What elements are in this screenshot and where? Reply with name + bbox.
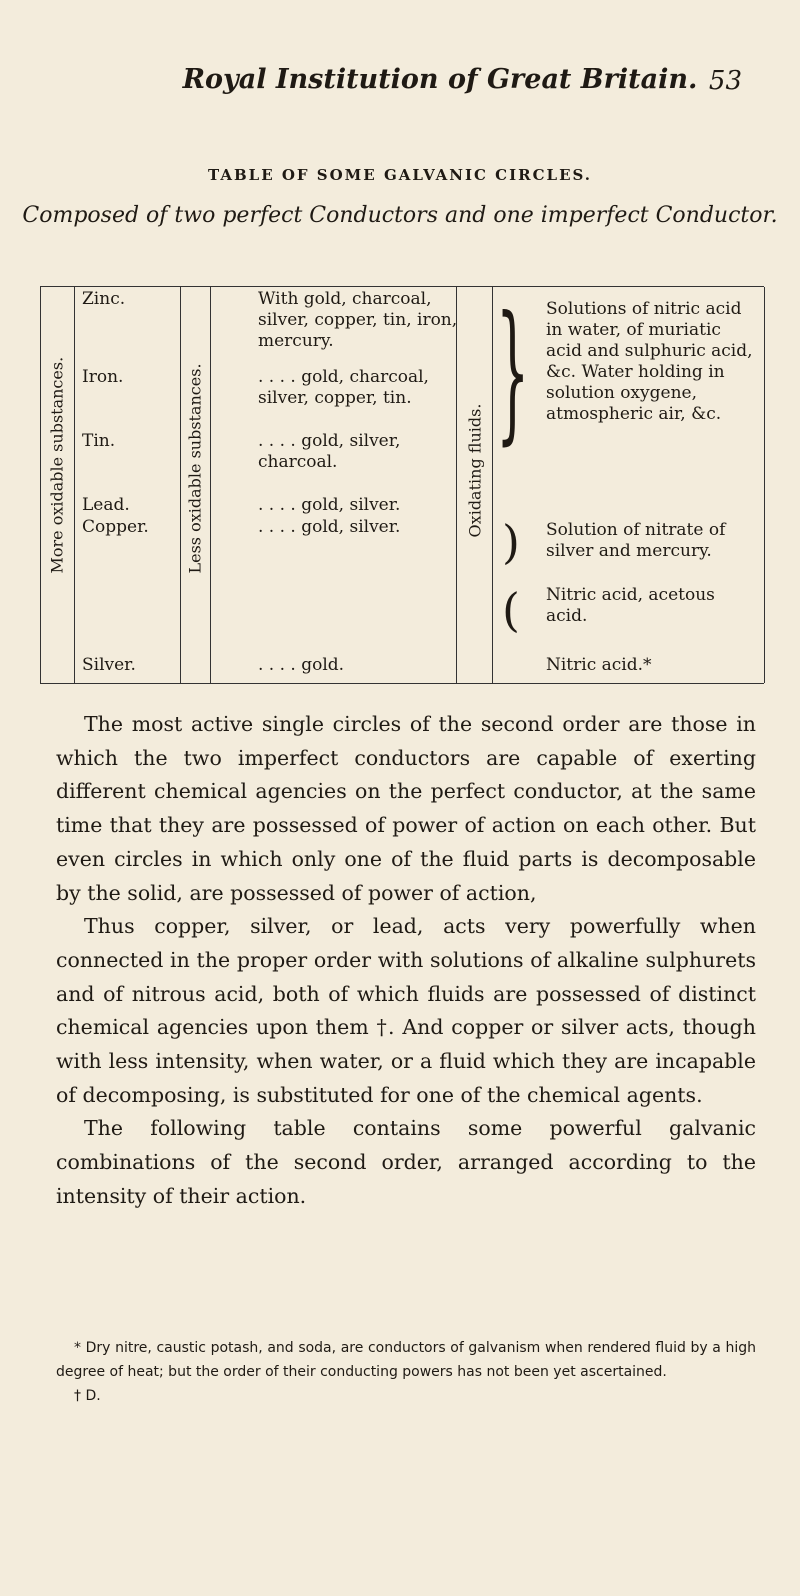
table-rule: [180, 287, 181, 683]
conductor-silver: . . . . gold.: [258, 655, 345, 675]
fluid-acid-solutions: Solutions of nitric acid in water, of muriatic acid and sulphuric acid, &c. Water holding in solution oxygene, atmospheric air, &c.: [546, 299, 753, 424]
metal-lead: Lead.: [82, 495, 130, 515]
metal-zinc: Zinc.: [82, 289, 126, 309]
footnote-star: * Dry nitre, caustic potash, and soda, are conductors of galvanism when rendered fluid by a high degree of heat; but the order of their conducting powers has not been yet ascertained.: [56, 1340, 756, 1380]
fluid-nitric-acid: Nitric acid.*: [546, 655, 652, 675]
brace-acids: }: [496, 285, 530, 459]
paragraph: The most active single circles of the second order are those in which the two imperfect conductors are capable of exerting different chemical agencies on the perfect conductor, at the same time that they are possessed of power of action on each other. But even circles in which only one of the fluid parts is decomposable by the solid, are possessed of power of action,: [56, 712, 756, 905]
metal-copper: Copper.: [82, 517, 149, 537]
page-number: 53: [708, 66, 742, 96]
conductor-zinc: With gold, charcoal, silver, copper, tin, iron, mercury.: [258, 289, 458, 351]
conductor-copper: . . . . gold, silver.: [258, 517, 401, 537]
metal-iron: Iron.: [82, 367, 124, 387]
paragraph: Thus copper, silver, or lead, acts very powerfully when connected in the proper order with solutions of alkaline sulphurets and of nitrous acid, both of which fluids are possessed of distinct chemical agencies upon them †. And copper or silver acts, though with less intensity, when water, or a fluid which they are incapable of decomposing, is substituted for one of the chemical agents.: [56, 914, 756, 1107]
body-text: [56, 708, 756, 1214]
column-heading-oxidating-fluids: Oxidating fluids.: [465, 403, 485, 538]
metal-tin: Tin.: [82, 431, 116, 451]
table-rule: [764, 287, 765, 683]
metal-silver: Silver.: [82, 655, 136, 675]
footnote-dagger: † D.: [74, 1388, 101, 1404]
running-head: Royal Institution of Great Britain.: [182, 64, 698, 95]
column-heading-less-oxidable: Less oxidable substances.: [185, 363, 205, 574]
table-rule: [74, 287, 75, 683]
table-subtitle: Composed of two perfect Conductors and one imperfect Conductor.: [22, 203, 778, 228]
paragraph: The following table contains some powerful galvanic combinations of the second order, arranged according to the intensity of their action.: [56, 1116, 756, 1208]
fluid-nitrate: Solution of nitrate of silver and mercury.: [546, 520, 726, 561]
table-rule: [40, 287, 41, 683]
conductor-iron: . . . . gold, charcoal, silver, copper, tin.: [258, 367, 429, 408]
conductor-lead: . . . . gold, silver.: [258, 495, 401, 515]
footnotes: [56, 1336, 756, 1408]
fluid-nitric-acetous: Nitric acid, acetous acid.: [546, 585, 715, 626]
galvanic-circles-table: [40, 286, 764, 684]
brace-nitrate: ): [502, 515, 520, 569]
column-heading-more-oxidable: More oxidable substances.: [47, 356, 67, 574]
brace-nitric: (: [502, 583, 520, 637]
table-title: TABLE OF SOME GALVANIC CIRCLES.: [207, 166, 593, 184]
conductor-tin: . . . . gold, silver, charcoal.: [258, 431, 401, 472]
table-rule: [492, 287, 493, 683]
table-rule: [210, 287, 211, 683]
